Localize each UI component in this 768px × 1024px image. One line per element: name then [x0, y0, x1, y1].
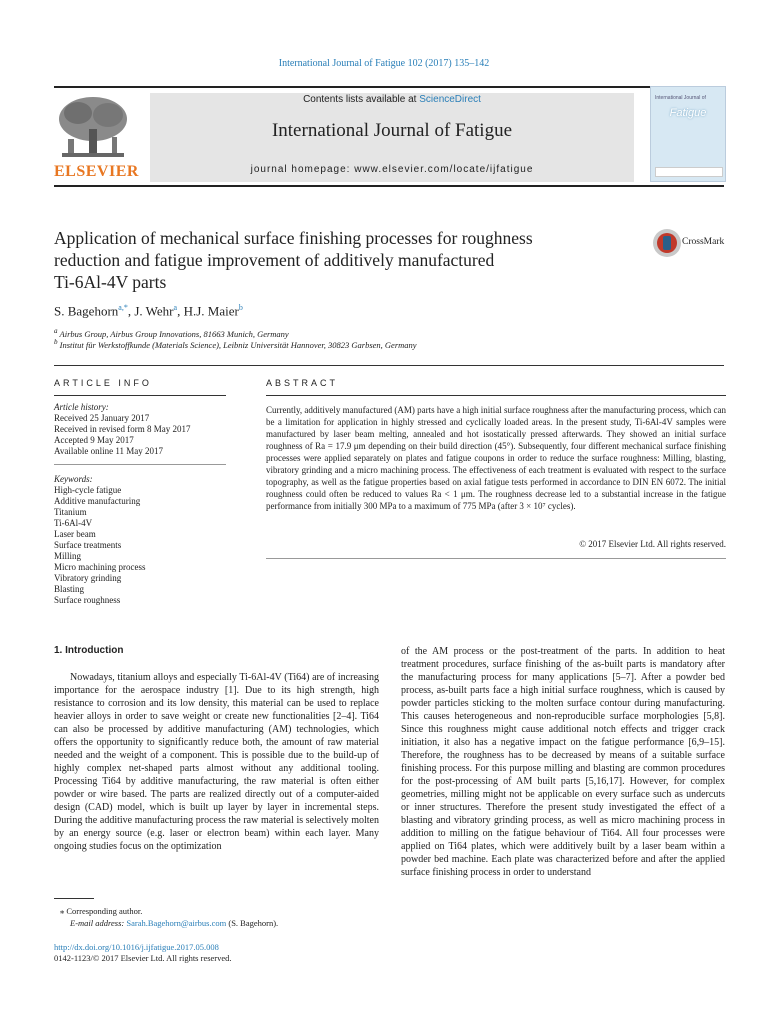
title-line: Application of mechanical surface finishing processes for roughness	[54, 228, 533, 248]
cover-top-text: International Journal of	[655, 95, 706, 101]
abstract-copyright: © 2017 Elsevier Ltd. All rights reserved.	[579, 539, 726, 549]
article-history	[54, 402, 226, 457]
crossmark-label: CrossMark	[682, 237, 725, 247]
affil-text: Institut für Werkstoffkunde (Materials Science), Leibniz Universität Hannover, 30823 Garbsen, Germany	[59, 339, 417, 350]
section-heading: 1. Introduction	[54, 645, 124, 656]
keyword: Surface roughness	[54, 595, 121, 605]
journal-cover-image[interactable]	[650, 86, 726, 182]
author-affil-mark[interactable]: a,*	[118, 303, 128, 312]
author-list: S. Bagehorn$^{a,*}$, J. Wehr$^a$, H.J. Maier$^b$	[54, 303, 243, 319]
contents-line	[150, 94, 634, 105]
sciencedirect-link[interactable]: ScienceDirect	[419, 94, 481, 105]
keywords-rule	[54, 464, 226, 465]
journal-homepage	[150, 164, 634, 175]
history-item: Received 25 January 2017	[54, 413, 150, 423]
email-suffix: (S. Bagehorn).	[226, 918, 279, 928]
article-title	[54, 227, 614, 293]
email-link[interactable]: Sarah.Bagehorn@airbus.com	[126, 918, 227, 928]
title-line: Ti-6Al-4V parts	[54, 272, 167, 292]
title-line: reduction and fatigue improvement of additively manufactured	[54, 250, 495, 270]
journal-citation[interactable]: International Journal of Fatigue 102 (2017) 135–142	[278, 58, 490, 69]
homepage-prefix: journal homepage:	[250, 164, 355, 175]
corresponding-note: ⁎ Corresponding author.	[60, 906, 143, 916]
paragraph: Nowadays, titanium alloys and especially Ti-6Al-4V (Ti64) are of increasing importance for the aerospace industry [1]. Due to its high strength, high resistance to corrosion and its low density, this material can be used to replace heavier alloys in order to save weight or create new functionalities [2–4]. Ti64 can also be processed by additive manufacturing (AM) technologies, which offers the opportunity to significantly reduce both, the amount of raw material needed and the weight of a component. This is possible due to the build-up of highly complex net-shaped parts almost without any additional tooling. Processing Ti64 by additive manufacturing, the raw material is often either powder or wire based. The parts are realized directly out of a computer-aided design (CAD) model, which is built up layer by layer in incremental steps. During the additive manufacturing process the raw material is selectively molten by an energy source (e.g. laser or electron beam) within each layer. Many ongoing studies focus on the optimization	[54, 672, 379, 852]
homepage-link[interactable]: www.elsevier.com/locate/ijfatigue	[354, 164, 534, 175]
keyword: High-cycle fatigue	[54, 485, 122, 495]
affil-mark: b	[54, 338, 58, 346]
contents-prefix: Contents lists available at	[303, 94, 420, 105]
author-name[interactable]: J. Wehr	[134, 303, 174, 319]
article-info-heading: ARTICLE INFO	[54, 378, 152, 388]
keywords-label: Keywords:	[54, 474, 93, 484]
section-divider	[54, 365, 724, 366]
keyword: Ti-6Al-4V	[54, 518, 93, 528]
author-affil-mark[interactable]: a	[173, 303, 178, 312]
history-item: Available online 11 May 2017	[54, 446, 163, 456]
abstract-text: Currently, additively manufactured (AM) parts have a high initial surface roughness after the manufacturing process, which can be a limitation for application in highly stressed and cyclically loaded areas. In the present study, Ti-6Al-4V samples were manufactured by laser beam melting, annealed and hot isostatically pressed afterwards. They showed an initial surface roughness of Ra = 17.9 μm depending on their build direction (45°). Subsequently, four different mechanical surface finishing processes were applied separately on plates and fatigue coupons in order to reduce the surface roughness: Milling, blasting, vibratory grinding and a micro machining process. The effectiveness of each treatment is evaluated with respect to the surface topography, as well as the fatigue properties based on axial fatigue tests performed in accordance to DIN EN 6072. The initial roughness could often be reduced to values Ra < 1 μm. The roughness decrease led to a substantial increase in the fatigue performance from initially 300 MPa to a maximum of 775 MPa (after 3 × 10⁷ cycles).	[266, 405, 726, 511]
email-line	[70, 918, 278, 929]
history-item: Received in revised form 8 May 2017	[54, 424, 191, 434]
keywords-block	[54, 474, 226, 606]
article-info-rule	[54, 395, 226, 396]
author-name[interactable]: S. Bagehorn	[54, 303, 119, 319]
keyword: Micro machining process	[54, 562, 146, 572]
history-label: Article history:	[54, 402, 109, 412]
elsevier-wordmark: ELSEVIER	[54, 163, 139, 180]
cover-title: Fatigue	[669, 107, 707, 119]
keyword: Vibratory grinding	[54, 573, 122, 583]
abstract-rule	[266, 395, 726, 396]
issn-line: 0142-1123/© 2017 Elsevier Ltd. All rights reserved.	[54, 953, 232, 963]
body-column-left	[54, 671, 379, 853]
affil-text: Airbus Group, Airbus Group Innovations, 81663 Munich, Germany	[59, 328, 289, 339]
crossmark-badge[interactable]	[652, 228, 732, 260]
keyword: Laser beam	[54, 529, 96, 539]
history-item: Accepted 9 May 2017	[54, 435, 134, 445]
keyword: Milling	[54, 551, 82, 561]
doi-link[interactable]: http://dx.doi.org/10.1016/j.ijfatigue.2017.05.008	[54, 942, 219, 952]
journal-title: International Journal of Fatigue	[271, 120, 513, 141]
elsevier-tree-logo[interactable]	[54, 95, 132, 161]
affiliation	[54, 338, 417, 350]
author-affil-mark[interactable]: b	[238, 303, 243, 312]
cover-footer-box	[655, 167, 723, 177]
paragraph: of the AM process or the post-treatment of the parts. In addition to heat treatment procedures, surface finishing of the as-built parts is mandatory after the manufacturing process for many applications [5–7]. After a powder bed process, as-built parts face a high initial surface roughness, which is caused by powder particles sticking to the molten surface contour during manufacturing. This causes heterogeneous and non-reproducible surface morphologies [5,8]. Since this roughness might cause additional notch effects and trigger crack initiation, it also has a negative impact on the fatigue performance [6,9–15]. Therefore, the roughness has to be decreased by means of a suitable surface finishing process. For this purpose milling and blasting are common procedures for the post-processing of AM built parts [5,16,17]. However, for complex geometries, milling might not be applicable on every surface such as undercuts or inner structures. Therefore the present study investigated the effect of a blasting and vibratory grinding process, as well as micro machining process in addition to milling on the fatigue behaviour of Ti64. All four processes were applied on Ti64 plates, which were additively built by a laser beam within a powder bed machine. Each plate was characterized before and after the applied surface finishing process in order to understand	[401, 646, 725, 878]
keyword: Blasting	[54, 584, 85, 594]
body-column-right	[401, 645, 725, 879]
keyword: Titanium	[54, 507, 87, 517]
footnote-rule	[54, 898, 94, 899]
abstract-heading: ABSTRACT	[266, 378, 339, 388]
header-rule-top	[54, 86, 724, 88]
keyword: Additive manufacturing	[54, 496, 141, 506]
header-rule-bottom	[54, 185, 724, 187]
abstract-bottom-rule	[266, 558, 726, 559]
crossmark-icon	[652, 228, 682, 258]
author-name[interactable]: H.J. Maier	[183, 303, 239, 319]
keyword: Surface treatments	[54, 540, 122, 550]
affil-mark: a	[54, 327, 58, 335]
email-label: E-mail address:	[70, 918, 127, 928]
